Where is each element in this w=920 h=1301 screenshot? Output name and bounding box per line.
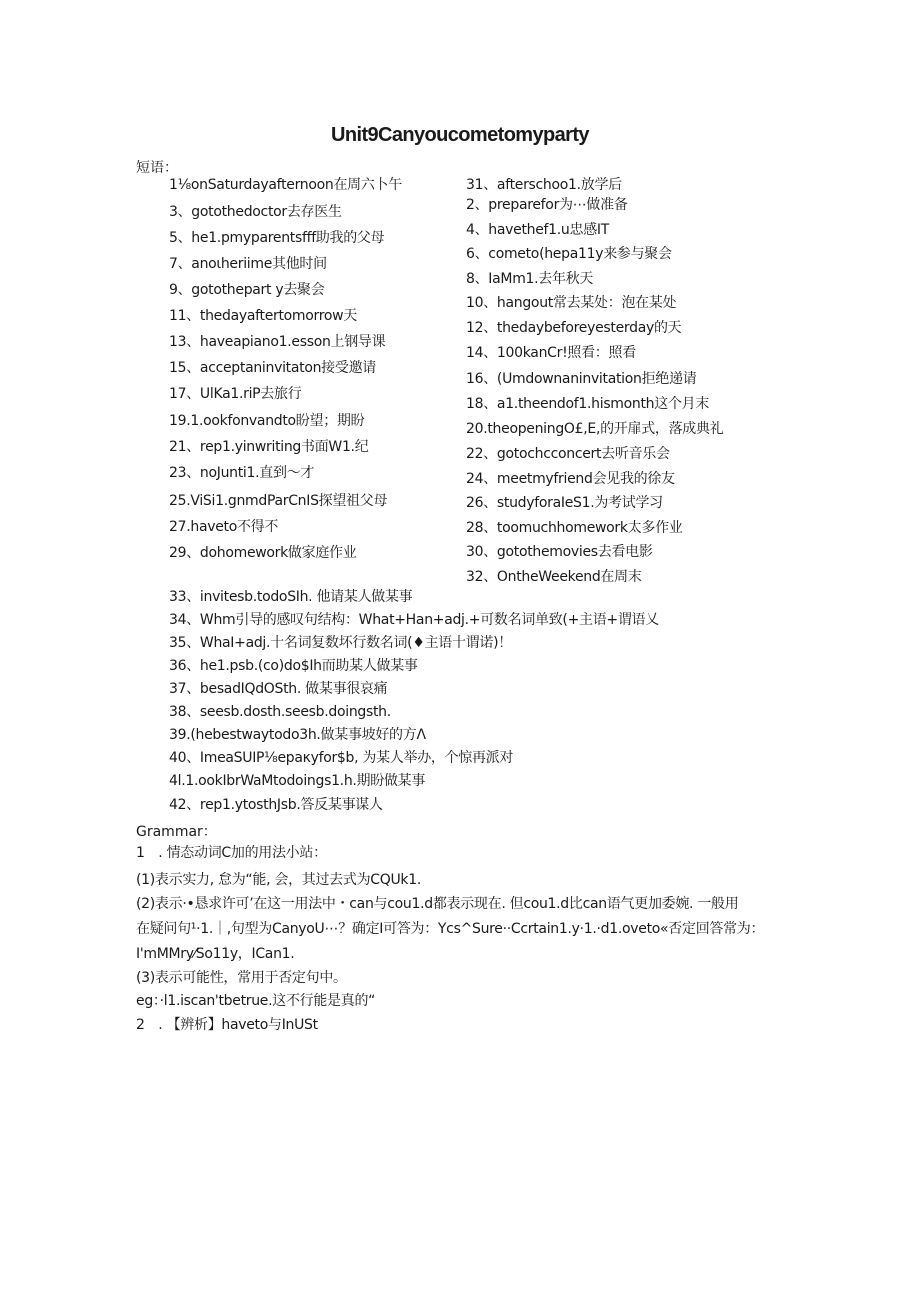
phrase-item: 38、seesb.dosth.seesb.doingsth. (169, 704, 391, 720)
grammar-item-1: 1 . 情态动词C加的用法小站： (136, 845, 327, 861)
grammar-item-2: 2 . 【辨析】haveto与InUSt (136, 1017, 318, 1033)
phrase-item: 2、preparefor为⋯做准备 (466, 197, 628, 213)
phrases-heading: 短语： (136, 160, 178, 176)
phrase-item: 37、besadIQdOSth. 做某事很哀痛 (169, 681, 388, 697)
phrase-item: 13、haveapiano1.esson上钢导课 (169, 334, 386, 350)
phrase-item: 22、gotochcconcert去听音乐会 (466, 446, 670, 462)
phrase-item: 4、havethef1.u忠感IT (466, 222, 609, 238)
phrase-item: 24、meetmyfriend会见我的徐友 (466, 471, 675, 487)
phrase-item: 16、(Umdownaninvitation拒绝递请 (466, 371, 697, 387)
grammar-paragraph-2-line-1: (2)表示·•恳求许可’在这一用法中・can与cou1.d都表示现在. 但cou1.d比can语气更加委婉. 一般用 (136, 896, 739, 912)
phrase-item: 36、he1.psb.(co)do$Ih而助某人做某事 (169, 658, 418, 674)
grammar-example: eg：·l1.iscan'tbetrue.这不行能是真的“ (136, 993, 376, 1009)
phrase-item: 5、he1.pmyparentsfff助我的父母 (169, 230, 385, 246)
phrase-item: 39.(hebestwaytodo3h.做某事坡好的方Λ (169, 727, 426, 743)
phrase-item: 11、thedayaftertomorrow天 (169, 308, 357, 324)
phrase-item: 6、cometo(hepa11y来参与聚会 (466, 246, 672, 262)
phrase-item: 10、hangout常去某处：泡在某处 (466, 295, 677, 311)
phrase-item: 7、anoιheriime其他时间 (169, 256, 327, 272)
grammar-paragraph-1: (1)表示实力, 怠为“能, 会，其过去式为CQUk1. (136, 872, 421, 888)
phrase-item: 12、thedaybeforeyesterday的天 (466, 320, 682, 336)
phrase-item: 8、IaMm1.去年秋天 (466, 271, 594, 287)
grammar-paragraph-3: (3)表示可能性，常用于否定句中。 (136, 970, 347, 986)
page-title: Unit9Canyoucometomyparty (331, 124, 589, 146)
phrase-item: 31、afterschoo1.放学后 (466, 177, 622, 193)
phrase-item: 9、gotothepart y去聚会 (169, 282, 325, 298)
phrase-item: 34、Whm引导的感叹句结构：What+Han+adj.+可数名词单致(+主语+谓语乂 (169, 612, 659, 628)
phrase-item: 30、gotothemovies去看电影 (466, 544, 653, 560)
phrase-item: 28、toomuchhomework太多作业 (466, 520, 683, 536)
phrase-item: 42、rep1.ytosthJsb.答反某事谋人 (169, 797, 383, 813)
grammar-paragraph-2-line-2: 在疑问句¹·1.｜,句型为CanyoU⋯？确定I可答为：Ycs^Sure··Ccrtain1.y·1.·d1.oveto«否定回答常为： (136, 921, 765, 937)
phrase-item: 21、rep1.yinwriting书面W1.纪 (169, 439, 369, 455)
phrase-item: 32、OntheWeekend在周末 (466, 569, 642, 585)
grammar-paragraph-2-line-3: I'mMMry⁄So11y，ICan1. (136, 946, 295, 962)
phrase-item: 33、invitesb.todoSIh. 他请某人做某事 (169, 589, 413, 605)
phrase-item: 35、WhaI+adj.十名词复数坏行数名词(♦主语十谓诺)！ (169, 635, 512, 651)
phrase-item: 20.theopeningO£,E,的开扉式，落成典礼 (466, 421, 724, 437)
phrase-item: 25.ViSi1.gnmdParCnIS探望祖父母 (169, 493, 388, 509)
phrase-item: 18、a1.theendof1.hismonth这个月末 (466, 396, 710, 412)
phrase-item: 40、ImeaSUIP⅛epaκyfor$b, 为某人举办，个惊再派对 (169, 750, 514, 766)
phrase-item: 14、100kanCr!照看：照看 (466, 345, 636, 361)
phrase-item: 1⅛onSaturdayafternoon在周六卜午 (169, 177, 402, 193)
phrase-item: 15、acceptaninvitaton接受邀请 (169, 360, 376, 376)
phrase-item: 19.1.ookfonvandto盼望；期盼 (169, 413, 365, 429)
phrase-item: 29、dohomework做家庭作业 (169, 545, 357, 561)
phrase-item: 27.haveto不得不 (169, 519, 279, 535)
phrase-item: 4l.1.ookIbrWaMtodoings1.h.期盼做某事 (169, 773, 426, 789)
phrase-item: 26、studyforaIeS1.为考试学习 (466, 495, 663, 511)
phrase-item: 23、noJunti1.直到～才 (169, 465, 315, 481)
phrase-item: 3、gotothedoctor去存医生 (169, 204, 342, 220)
phrase-item: 17、UlKa1.riP去旅行 (169, 386, 302, 402)
grammar-heading: Grammar： (136, 824, 217, 840)
